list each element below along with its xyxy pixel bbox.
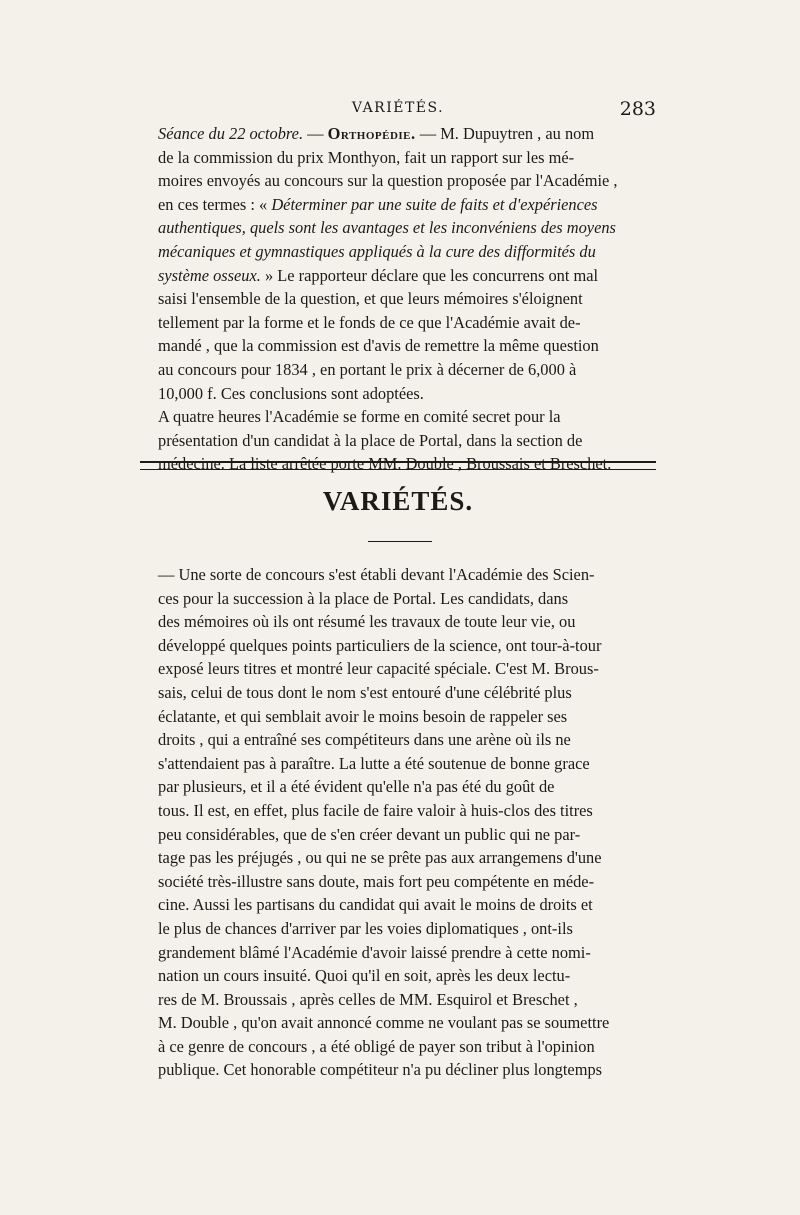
text-line: mandé , que la commission est d'avis de remettre la même question — [158, 336, 599, 356]
article-line: développé quelques points particuliers de la science, ont tour-à-tour — [158, 635, 602, 655]
article-line: res de M. Broussais , après celles de MM. Esquirol et Breschet , — [158, 989, 578, 1009]
article-line: exposé leurs titres et montré leur capacité spéciale. C'est M. Brous- — [158, 659, 599, 679]
article-line: à ce genre de concours , a été obligé de payer son tribut à l'opinion — [158, 1036, 595, 1056]
article-line: — Une sorte de concours s'est établi devant l'Académie des Scien- — [158, 565, 595, 584]
section-divider — [140, 461, 656, 470]
text-line: saisi l'ensemble de la question, et que leurs mémoires s'éloignent — [158, 289, 583, 309]
article-line: grandement blâmé l'Académie d'avoir laissé prendre à cette nomi- — [158, 942, 591, 962]
article-paragraph — [140, 563, 656, 1082]
session-date: Séance du 22 octobre. — [158, 124, 304, 143]
text-line: tellement par la forme et le fonds de ce que l'Académie avait de- — [158, 312, 581, 332]
article-line: cine. Aussi les partisans du candidat qui avait le moins de droits et — [158, 895, 593, 915]
report-paragraph — [140, 122, 656, 405]
text-line: mécaniques et gymnastiques appliqués à la cure des difformités du — [158, 241, 596, 261]
article-line: le plus de chances d'arriver par les voies diplomatiques , ont-ils — [158, 918, 573, 938]
varietes-article — [140, 563, 656, 1082]
text-line: présentation d'un candidat à la place de Portal, dans la section de — [158, 430, 583, 450]
article-line: publique. Cet honorable compétiteur n'a pu décliner plus longtemps — [158, 1060, 603, 1080]
page-number: 283 — [619, 98, 656, 120]
article-line: M. Double , qu'on avait annoncé comme ne voulant pas se soumettre — [158, 1013, 610, 1033]
text-line: moires envoyés au concours sur la question proposée par l'Académie , — [158, 171, 618, 191]
academy-session-report — [140, 122, 656, 476]
article-line: sais, celui de tous dont le nom s'est entouré d'une célébrité plus — [158, 682, 572, 702]
article-line: tous. Il est, en effet, plus facile de faire valoir à huis-clos des titres — [158, 800, 593, 820]
text-line: de la commission du prix Monthyon, fait un rapport sur les mé- — [158, 147, 575, 167]
text-line: médecine. La liste arrêtée porte MM. Double , Broussais et Breschet. — [158, 454, 612, 474]
text-line: A quatre heures l'Académie se forme en comité secret pour la — [158, 407, 561, 427]
text-line: authentiques, quels sont les avantages et les inconvéniens des moyens — [158, 218, 616, 238]
running-head — [140, 98, 656, 122]
text-line: 10,000 f. Ces conclusions sont adoptées. — [158, 383, 424, 403]
text-line: en ces termes : « Déterminer par une suite de faits et d'expériences — [158, 194, 598, 214]
title-underline — [368, 541, 432, 542]
article-line: éclatante, et qui semblait avoir le moins besoin de rappeler ses — [158, 706, 568, 726]
article-line: nation un cours insuité. Quoi qu'il en soit, après les deux lectu- — [158, 966, 571, 986]
text-line: Séance du 22 octobre. — Orthopédie. — M. Dupuytren , au nom — [158, 124, 595, 143]
article-line: peu considérables, que de s'en créer devant un public qui ne par- — [158, 824, 581, 844]
article-line: ces pour la succession à la place de Portal. Les candidats, dans — [158, 588, 569, 608]
article-line: s'attendaient pas à paraître. La lutte a été soutenue de bonne grace — [158, 753, 590, 773]
article-line: société très-illustre sans doute, mais fort peu compétente en méde- — [158, 871, 595, 891]
running-title: VARIÉTÉS. — [351, 100, 445, 116]
text-line: au concours pour 1834 , en portant le prix à décerner de 6,000 à — [158, 359, 577, 379]
text-line: système osseux. » Le rapporteur déclare que les concurrens ont mal — [158, 265, 599, 285]
article-line: par plusieurs, et il a été évident qu'elle n'a pas été du goût de — [158, 777, 555, 797]
rubric-heading: Orthopédie. — [327, 124, 416, 143]
article-line: droits , qui a entraîné ses compétiteurs dans une arène où ils ne — [158, 730, 571, 750]
section-title: VARIÉTÉS. — [322, 486, 474, 516]
article-line: tage pas les préjugés , ou qui ne se prête pas aux arrangemens d'une — [158, 848, 602, 868]
article-line: des mémoires où ils ont résumé les travaux de toute leur vie, ou — [158, 612, 576, 632]
